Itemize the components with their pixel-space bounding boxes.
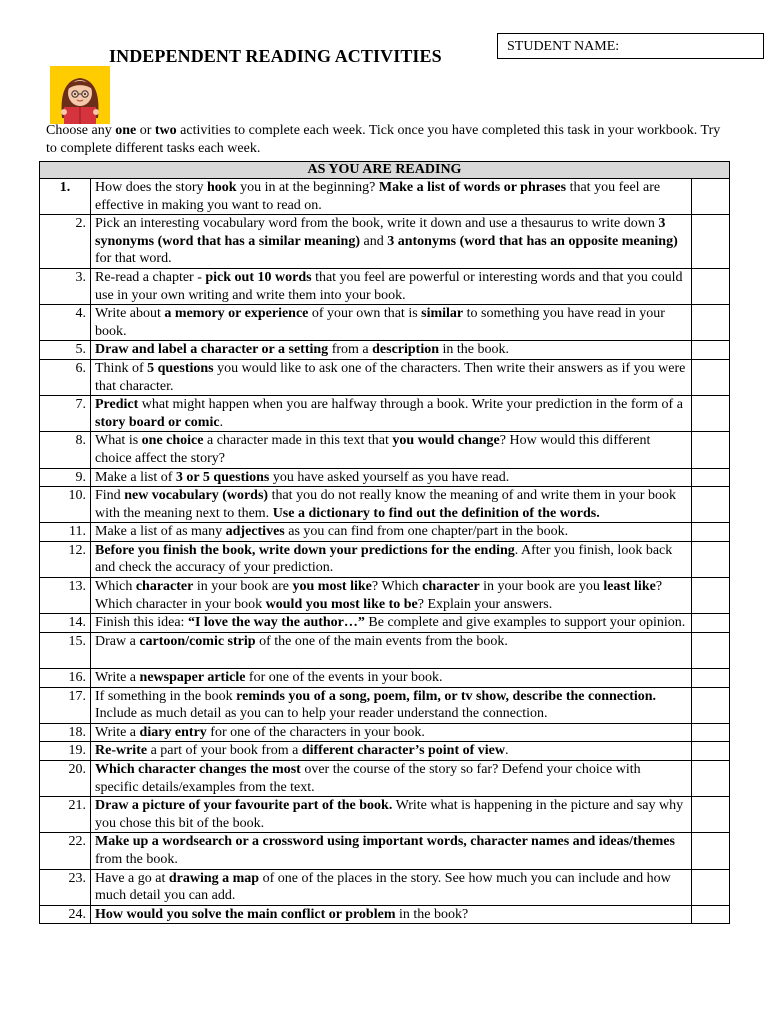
table-row <box>40 797 730 833</box>
tick-box[interactable] <box>692 341 730 360</box>
tick-box[interactable] <box>692 468 730 487</box>
tick-box[interactable] <box>692 869 730 905</box>
table-row <box>40 179 730 215</box>
activity-number: 22. <box>40 833 91 869</box>
table-row <box>40 215 730 269</box>
tick-box[interactable] <box>692 487 730 523</box>
activity-number: 1. <box>40 179 91 215</box>
table-row <box>40 723 730 742</box>
activity-description: Make a list of 3 or 5 questions you have asked yourself as you have read. <box>91 468 692 487</box>
instructions <box>46 122 726 157</box>
activity-description: If something in the book reminds you of a song, poem, film, or tv show, describe the connection. Include as much detail as you can to help your reader understand the connection. <box>91 687 692 723</box>
activities-list <box>40 179 730 924</box>
tick-box[interactable] <box>692 432 730 468</box>
activity-number: 13. <box>40 578 91 614</box>
table-row <box>40 742 730 761</box>
activity-description: Write a newspaper article for one of the events in your book. <box>91 669 692 688</box>
table-row <box>40 523 730 542</box>
table-row <box>40 268 730 304</box>
tick-box[interactable] <box>692 523 730 542</box>
tick-box[interactable] <box>692 541 730 577</box>
table-row <box>40 541 730 577</box>
activity-number: 14. <box>40 614 91 633</box>
activity-number: 5. <box>40 341 91 360</box>
activity-description: Make a list of as many adjectives as you can find from one chapter/part in the book. <box>91 523 692 542</box>
tick-box[interactable] <box>692 761 730 797</box>
tick-box[interactable] <box>692 359 730 395</box>
activity-description: Re-read a chapter - pick out 10 words that you feel are powerful or interesting words and that you could use in your own writing and write them into your book. <box>91 268 692 304</box>
activity-number: 10. <box>40 487 91 523</box>
activity-description: Draw and label a character or a setting from a description in the book. <box>91 341 692 360</box>
tick-box[interactable] <box>692 215 730 269</box>
table-row <box>40 614 730 633</box>
activity-number: 4. <box>40 305 91 341</box>
tick-box[interactable] <box>692 614 730 633</box>
tick-box[interactable] <box>692 179 730 215</box>
activity-number: 21. <box>40 797 91 833</box>
activity-description: Predict what might happen when you are halfway through a book. Write your prediction in the form of a story board or comic. <box>91 396 692 432</box>
activity-description: Write about a memory or experience of your own that is similar to something you have read in your book. <box>91 305 692 341</box>
instructions-text: Choose any one or two activities to complete each week. Tick once you have completed this task in your workbook. Try to complete different tasks each week. <box>46 123 721 156</box>
table-row <box>40 305 730 341</box>
table-header-row <box>40 162 730 179</box>
activity-number: 23. <box>40 869 91 905</box>
activity-number: 6. <box>40 359 91 395</box>
activity-description: What is one choice a character made in this text that you would change? How would this different choice affect the story? <box>91 432 692 468</box>
tick-box[interactable] <box>692 797 730 833</box>
table-row <box>40 468 730 487</box>
page-title: INDEPENDENT READING ACTIVITIES <box>109 46 442 66</box>
activity-number: 20. <box>40 761 91 797</box>
table-row <box>40 669 730 688</box>
table-row <box>40 359 730 395</box>
student-name-field[interactable] <box>497 33 764 59</box>
tick-box[interactable] <box>692 723 730 742</box>
tick-box[interactable] <box>692 833 730 869</box>
table-row <box>40 396 730 432</box>
activity-description: Draw a cartoon/comic strip of the one of the main events from the book. <box>91 632 692 668</box>
activity-description: Write a diary entry for one of the characters in your book. <box>91 723 692 742</box>
activity-description: Find new vocabulary (words) that you do not really know the meaning of and write them in your book with the meaning next to them. Use a dictionary to find out the definition of the words. <box>91 487 692 523</box>
tick-box[interactable] <box>692 268 730 304</box>
reading-girl-icon <box>50 66 110 124</box>
activity-description: Before you finish the book, write down your predictions for the ending. After you finish, look back and check the accuracy of your prediction. <box>91 541 692 577</box>
table-row <box>40 632 730 668</box>
tick-box[interactable] <box>692 905 730 924</box>
activity-number: 9. <box>40 468 91 487</box>
activity-number: 7. <box>40 396 91 432</box>
activity-number: 17. <box>40 687 91 723</box>
tick-box[interactable] <box>692 669 730 688</box>
table-row <box>40 905 730 924</box>
section-heading: AS YOU ARE READING <box>40 162 730 179</box>
activity-number: 19. <box>40 742 91 761</box>
activity-description: Draw a picture of your favourite part of the book. Write what is happening in the picture and say why you chose this bit of the book. <box>91 797 692 833</box>
table-row <box>40 578 730 614</box>
tick-box[interactable] <box>692 742 730 761</box>
table-row <box>40 869 730 905</box>
table-row <box>40 761 730 797</box>
activity-number: 24. <box>40 905 91 924</box>
activities-table <box>39 161 730 924</box>
activity-description: Re-write a part of your book from a different character’s point of view. <box>91 742 692 761</box>
activity-description: Have a go at drawing a map of one of the places in the story. See how much you can include and how much detail you can add. <box>91 869 692 905</box>
table-row <box>40 487 730 523</box>
activity-number: 16. <box>40 669 91 688</box>
activity-description: Finish this idea: “I love the way the author…” Be complete and give examples to support your opinion. <box>91 614 692 633</box>
student-name-label: STUDENT NAME: <box>507 39 620 54</box>
table-row <box>40 432 730 468</box>
activity-description: Which character changes the most over the course of the story so far? Defend your choice with specific details/examples from the text. <box>91 761 692 797</box>
activity-description: How would you solve the main conflict or problem in the book? <box>91 905 692 924</box>
activity-number: 3. <box>40 268 91 304</box>
activity-description: Which character in your book are you most like? Which character in your book are you least like? Which character in your book would you most like to be? Explain your answers. <box>91 578 692 614</box>
activity-number: 15. <box>40 632 91 668</box>
activity-number: 2. <box>40 215 91 269</box>
tick-box[interactable] <box>692 632 730 668</box>
activity-number: 12. <box>40 541 91 577</box>
table-row <box>40 833 730 869</box>
tick-box[interactable] <box>692 305 730 341</box>
tick-box[interactable] <box>692 578 730 614</box>
activity-description: Pick an interesting vocabulary word from the book, write it down and use a thesaurus to write down 3 synonyms (word that has a similar meaning) and 3 antonyms (word that has an opposite meaning) for that word. <box>91 215 692 269</box>
activity-description: Make up a wordsearch or a crossword using important words, character names and ideas/themes from the book. <box>91 833 692 869</box>
activity-number: 8. <box>40 432 91 468</box>
tick-box[interactable] <box>692 396 730 432</box>
tick-box[interactable] <box>692 687 730 723</box>
activity-number: 11. <box>40 523 91 542</box>
activity-number: 18. <box>40 723 91 742</box>
activity-description: Think of 5 questions you would like to ask one of the characters. Then write their answers as if you were that character. <box>91 359 692 395</box>
table-row <box>40 341 730 360</box>
table-row <box>40 687 730 723</box>
activity-description: How does the story hook you in at the beginning? Make a list of words or phrases that you feel are effective in making you want to read on. <box>91 179 692 215</box>
